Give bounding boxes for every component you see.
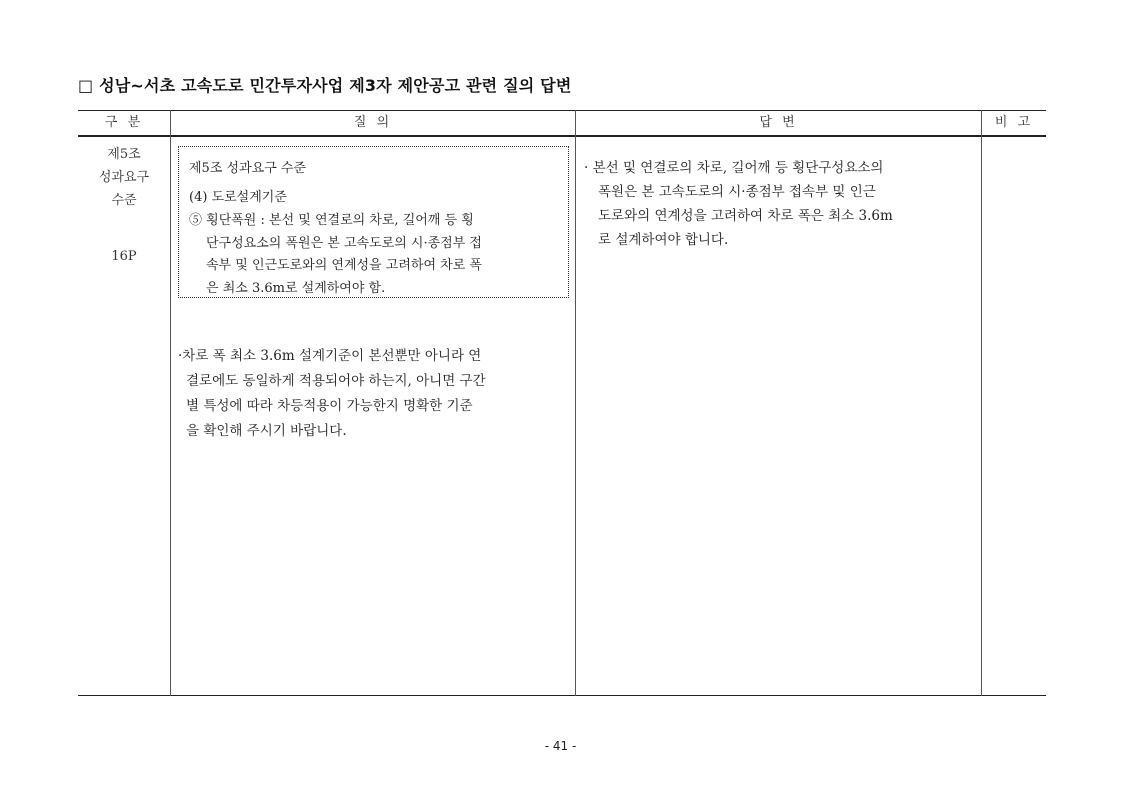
quote-item-line: 은 최소 3.6m로 설계하여야 함.	[206, 281, 386, 296]
page-number: - 41 -	[544, 739, 577, 753]
header-answer: 답 변	[759, 115, 798, 130]
category-line: 성과요구	[98, 170, 150, 185]
quote-item-line: 단구성요소의 폭원은 본 고속도로의 시·종점부 접	[206, 236, 482, 251]
column-divider	[170, 110, 171, 696]
category-page-ref: 16P	[111, 249, 137, 264]
qa-table	[78, 110, 1046, 696]
table-bottom-rule	[78, 695, 1046, 696]
question-line: 을 확인해 주시기 바랍니다.	[186, 423, 347, 439]
quote-heading: 제5조 성과요구 수준	[189, 161, 306, 176]
header-remarks: 비 고	[994, 115, 1034, 130]
question-line: 결로에도 동일하게 적용되어야 하는지, 아니면 구간	[186, 373, 486, 389]
answer-line: 로 설계하여야 합니다.	[598, 232, 729, 248]
page-title: □ 성남~서초 고속도로 민간투자사업 제3자 제안공고 관련 질의 답변	[78, 76, 572, 95]
quote-item-line: ⑤ 횡단폭원 : 본선 및 연결로의 차로, 길어깨 등 횡	[189, 213, 474, 228]
question-text	[178, 344, 576, 444]
answer-line: 폭원은 본 고속도로의 시·종점부 접속부 및 인근	[598, 184, 876, 200]
header-question: 질 의	[353, 115, 393, 130]
question-line: ·차로 폭 최소 3.6m 설계기준이 본선뿐만 아니라 연	[178, 348, 482, 364]
header-bottom-rule	[78, 135, 1046, 137]
answer-line: 도로와의 연계성을 고려하여 차로 폭은 최소 3.6m	[598, 208, 893, 224]
quote-item-line: 속부 및 인근도로와의 연계성을 고려하여 차로 폭	[206, 258, 482, 273]
category-line: 수준	[111, 193, 137, 208]
question-line: 별 특성에 따라 차등적용이 가능한지 명확한 기준	[186, 398, 473, 414]
category-line: 제5조	[107, 147, 141, 162]
answer-line: · 본선 및 연결로의 차로, 길어깨 등 횡단구성요소의	[584, 160, 884, 176]
header-category: 구 분	[104, 115, 144, 130]
quote-subheading: (4) 도로설계기준	[189, 190, 287, 205]
answer-text	[584, 156, 984, 252]
quoted-requirement-box	[178, 146, 569, 298]
